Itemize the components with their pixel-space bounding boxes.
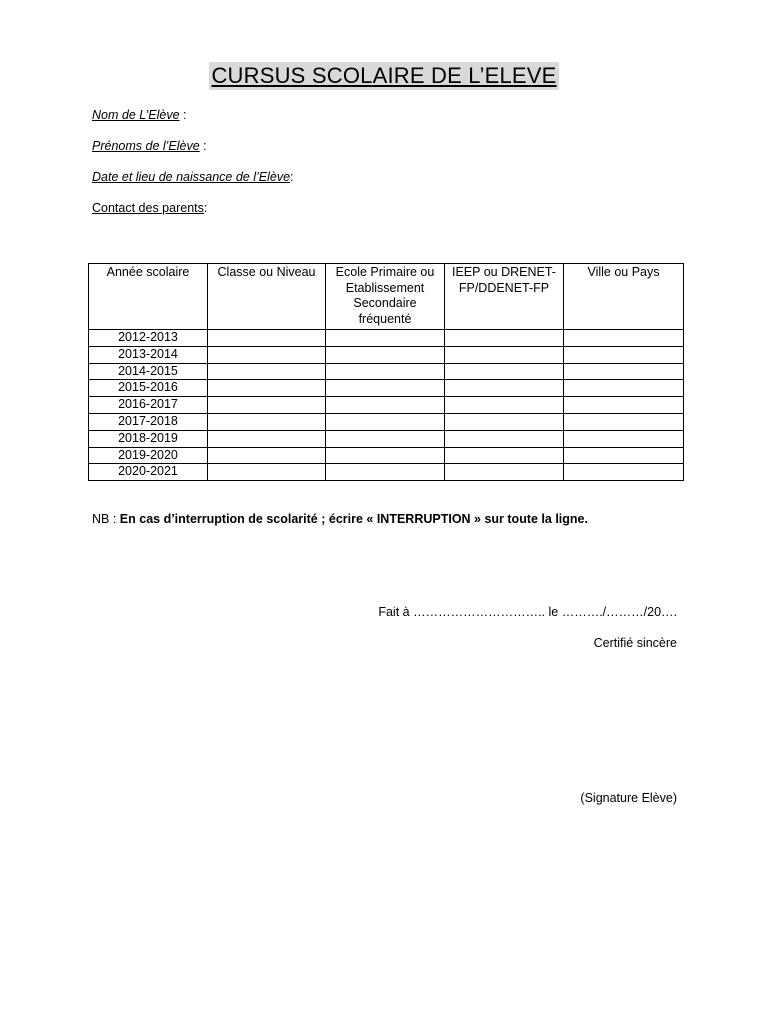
cursus-table [88,263,684,481]
cell-ecole[interactable] [326,380,445,397]
cell-classe[interactable] [208,413,326,430]
cell-annee: 2019-2020 [89,447,208,464]
cell-classe[interactable] [208,363,326,380]
table-row [89,330,684,347]
field-prenoms-suffix: : [199,139,207,153]
table-header-row [89,264,684,330]
cell-ville[interactable] [564,430,684,447]
cell-ville[interactable] [564,346,684,363]
table-row [89,430,684,447]
cell-ecole[interactable] [326,413,445,430]
certifie-sincere: Certifié sincère [593,636,677,650]
table-row [89,363,684,380]
cell-annee: 2020-2021 [89,464,208,481]
cell-ecole[interactable] [326,464,445,481]
cell-ieep[interactable] [445,464,564,481]
header-classe: Classe ou Niveau [208,264,326,330]
header-annee: Année scolaire [89,264,208,330]
cell-ville[interactable] [564,447,684,464]
cell-classe[interactable] [208,330,326,347]
cell-ieep[interactable] [445,430,564,447]
cell-classe[interactable] [208,447,326,464]
field-prenoms-label: Prénoms de l’Elève [92,139,200,153]
cell-ville[interactable] [564,464,684,481]
cell-ecole[interactable] [326,346,445,363]
cell-ieep[interactable] [445,397,564,414]
field-contact-suffix: : [203,201,208,215]
field-nom-label: Nom de L’Elève [92,108,180,122]
fait-a-line: Fait à ………………………….. le ………./………/20…. [378,605,677,619]
nb-text: En cas d’interruption de scolarité ; écrire « INTERRUPTION » sur toute la ligne. [119,512,588,526]
cell-annee: 2018-2019 [89,430,208,447]
cell-classe[interactable] [208,346,326,363]
header-ville: Ville ou Pays [564,264,684,330]
cell-classe[interactable] [208,380,326,397]
cell-ecole[interactable] [326,363,445,380]
cell-ecole[interactable] [326,430,445,447]
cell-classe[interactable] [208,397,326,414]
table-row [89,447,684,464]
field-prenoms [92,139,207,153]
cell-ville[interactable] [564,380,684,397]
cell-ieep[interactable] [445,363,564,380]
field-contact [92,201,207,215]
cell-annee: 2015-2016 [89,380,208,397]
cell-ville[interactable] [564,413,684,430]
cell-classe[interactable] [208,464,326,481]
cell-ecole[interactable] [326,330,445,347]
signature-eleve: (Signature Elève) [580,791,677,805]
cell-annee: 2013-2014 [89,346,208,363]
cell-ville[interactable] [564,363,684,380]
field-date-lieu [92,170,294,184]
table-row [89,464,684,481]
field-date-lieu-suffix: : [290,170,294,184]
table-row [89,413,684,430]
field-date-lieu-label: Date et lieu de naissance de l’Elève [92,170,291,184]
cell-ecole[interactable] [326,397,445,414]
cell-ecole[interactable] [326,447,445,464]
field-nom-suffix: : [179,108,187,122]
table-row [89,397,684,414]
field-contact-label: Contact des parents [92,201,204,215]
cell-ieep[interactable] [445,346,564,363]
header-ecole: Ecole Primaire ou Etablissement Secondaire fréquenté [326,264,445,330]
cell-ieep[interactable] [445,413,564,430]
document-title-wrapper [0,62,768,90]
cell-ieep[interactable] [445,330,564,347]
nb-prefix: NB : [92,512,120,526]
cell-ville[interactable] [564,330,684,347]
table-row [89,346,684,363]
cell-annee: 2016-2017 [89,397,208,414]
table-row [89,380,684,397]
nb-note [92,512,588,526]
cell-annee: 2014-2015 [89,363,208,380]
cell-annee: 2017-2018 [89,413,208,430]
cell-ieep[interactable] [445,380,564,397]
cell-annee: 2012-2013 [89,330,208,347]
cell-ville[interactable] [564,397,684,414]
cell-classe[interactable] [208,430,326,447]
cell-ieep[interactable] [445,447,564,464]
document-title: CURSUS SCOLAIRE DE L’ELEVE [211,63,557,88]
field-nom [92,108,187,122]
header-ieep: IEEP ou DRENET-FP/DDENET-FP [445,264,564,330]
